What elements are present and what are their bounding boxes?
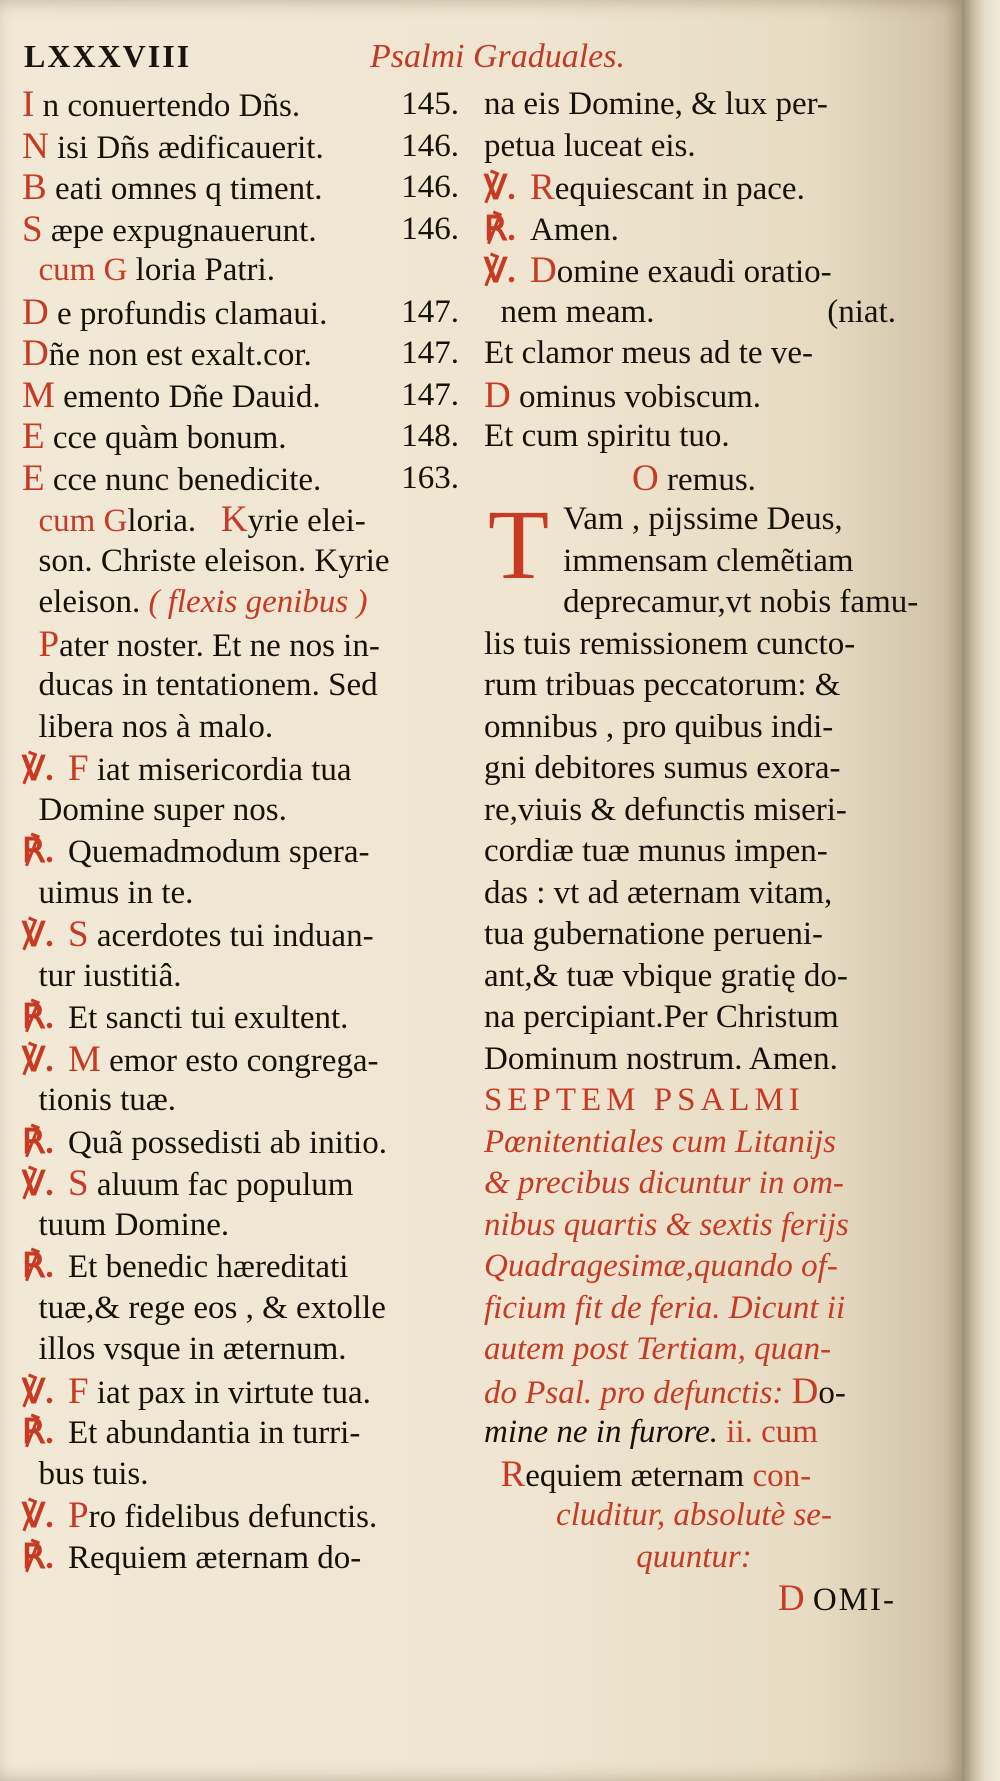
rubric-line: do Psal. pro defunctis: Do- (484, 1370, 846, 1412)
versicle-cont: tur iustitiâ. (38, 957, 182, 994)
psalm-entry: B eati omnes q timent. 146. (22, 167, 459, 208)
prayer-line: lis tuis remissionem cuncto- (484, 625, 856, 662)
response-cont: bus tuis. (38, 1455, 149, 1492)
prayer-line: ant,& tuæ vbique gratię do- (484, 957, 848, 994)
prayer-line: tua gubernatione perueni- (484, 916, 824, 952)
versicle: ℣. S acerdotes tui induan- (22, 914, 374, 955)
pater-noster-line: Pater noster. Et ne nos in- (38, 623, 380, 665)
folio-number: LXXXVIII (24, 38, 192, 74)
versicle-cont: tionis tuæ. (38, 1082, 177, 1118)
oremus-heading: O remus. (632, 457, 756, 499)
psalm-entry: Dñe non est exalt.cor. 147. (22, 333, 459, 374)
text-line: Et cum spiritu tuo. (484, 418, 730, 454)
text-line: D ominus vobiscum. (484, 374, 761, 416)
prayer-line: gni debitores sumus exora- (484, 750, 841, 786)
psalm-entry: D e profundis clamaui. 147. (22, 291, 459, 333)
right-column (484, 84, 919, 1620)
versicle-cont: nem meam. (niat. (500, 293, 896, 330)
response: ℟. Et sancti tui exultent. (22, 999, 349, 1036)
versicle-cont: tuum Domine. (38, 1206, 230, 1243)
rubric-line: & precibus dicuntur in om- (484, 1165, 844, 1201)
prayer-line: deprecamur,vt nobis famu- (563, 584, 919, 620)
psalm-entry: E cce nunc benedicite. 163. (22, 457, 459, 499)
page-edge (962, 0, 1000, 1781)
psalm-entry: I n conuertendo Dñs. 145. (22, 84, 459, 125)
rubric-heading: SEPTEM PSALMI (484, 1082, 805, 1118)
prayer-line: das : vt ad æternam vitam, (484, 874, 833, 911)
text-line: na eis Domine, & lux per- (484, 86, 828, 122)
versicle: ℣. Domine exaudi oratio- (484, 250, 832, 291)
psalm-entry: M emento Dñe Dauid. 147. (22, 374, 459, 416)
page-header (24, 38, 914, 88)
rubric-line: nibus quartis & sextis ferijs (484, 1206, 849, 1243)
prayer-line: na percipiant.Per Christum (484, 999, 839, 1035)
psalm-entry: E cce quàm bonum. 148. (22, 416, 459, 457)
rubric-line: Quadragesimæ,quando of- (484, 1248, 838, 1284)
versicle: ℣. F iat pax in virtute tua. (22, 1370, 371, 1412)
prayer-line: re,viuis & defunctis miseri- (484, 791, 847, 828)
prayer-line: omnibus , pro quibus indi- (484, 708, 834, 745)
rubric-line: autem post Tertiam, quan- (484, 1331, 832, 1367)
response: ℟. Et benedic hæreditati (22, 1248, 349, 1285)
response-cont: illos vsque in æternum. (38, 1331, 347, 1367)
versicle-cont: Domine super nos. (38, 791, 287, 828)
response: ℟. Quemadmodum spera- (22, 833, 370, 870)
kyrie-line: son. Christe eleison. Kyrie (38, 542, 390, 579)
versicle: ℣. M emor esto congrega- (22, 1038, 379, 1080)
versicle: ℣. Requiescant in pace. (484, 167, 805, 208)
text-line: Et clamor meus ad te ve- (484, 335, 813, 371)
response-cont: uimus in te. (38, 874, 194, 911)
rubric-line: ficium fit de feria. Dicunt ii (484, 1289, 846, 1326)
response: ℟. Et abundantia in turri- (22, 1414, 361, 1451)
running-title: Psalmi Graduales. (370, 38, 625, 75)
prayer-line: Dominum nostrum. Amen. (484, 1040, 838, 1077)
psalm-entry: N isi Dñs ædificauerit. 146. (22, 125, 459, 167)
rubric-line: mine ne in furore. ii. cum (484, 1414, 818, 1450)
left-column (22, 84, 467, 1578)
kyrie-line: cum Gloria. Kyrie elei- (38, 499, 366, 540)
rubric-line: Pœnitentiales cum Litanijs (484, 1123, 836, 1160)
versicle: ℣. Pro fidelibus defunctis. (22, 1495, 378, 1536)
prayer-line: rum tribuas peccatorum: & (484, 667, 841, 703)
versicle: ℣. F iat misericordia tua (22, 748, 352, 789)
response: ℟. Quã possedisti ab initio. (22, 1123, 387, 1161)
rubric-line: quuntur: (636, 1538, 752, 1575)
catchword: D OMI- (777, 1578, 896, 1619)
pater-noster-line: libera nos à malo. (38, 708, 274, 745)
prayer-line: cordiæ tuæ munus impen- (484, 833, 828, 869)
kyrie-line: eleison. ( flexis genibus ) (38, 584, 368, 620)
rubric-line: cluditur, absolutè se- (556, 1497, 832, 1533)
prayer-paragraph (484, 489, 919, 1080)
psalm-entry: S æpe expugnauerunt. 146. (22, 208, 459, 250)
response-cont: tuæ,& rege eos , & extolle (38, 1289, 386, 1326)
prayer-line: immensam clemẽtiam (563, 542, 854, 579)
psalm-entry: cum G loria Patri. (38, 252, 275, 288)
text-line: petua luceat eis. (484, 127, 696, 164)
versicle: ℣. S aluum fac populum (22, 1163, 354, 1204)
requiem-line: Requiem æternam con- (500, 1453, 812, 1495)
prayer-line: Vam , pijssime Deus, (563, 501, 843, 537)
pater-noster-line: ducas in tentationem. Sed (38, 667, 378, 703)
response: ℟. Amen. (484, 210, 619, 248)
drop-capital: T (488, 489, 550, 600)
response: ℟. Requiem æternam do- (22, 1538, 362, 1576)
